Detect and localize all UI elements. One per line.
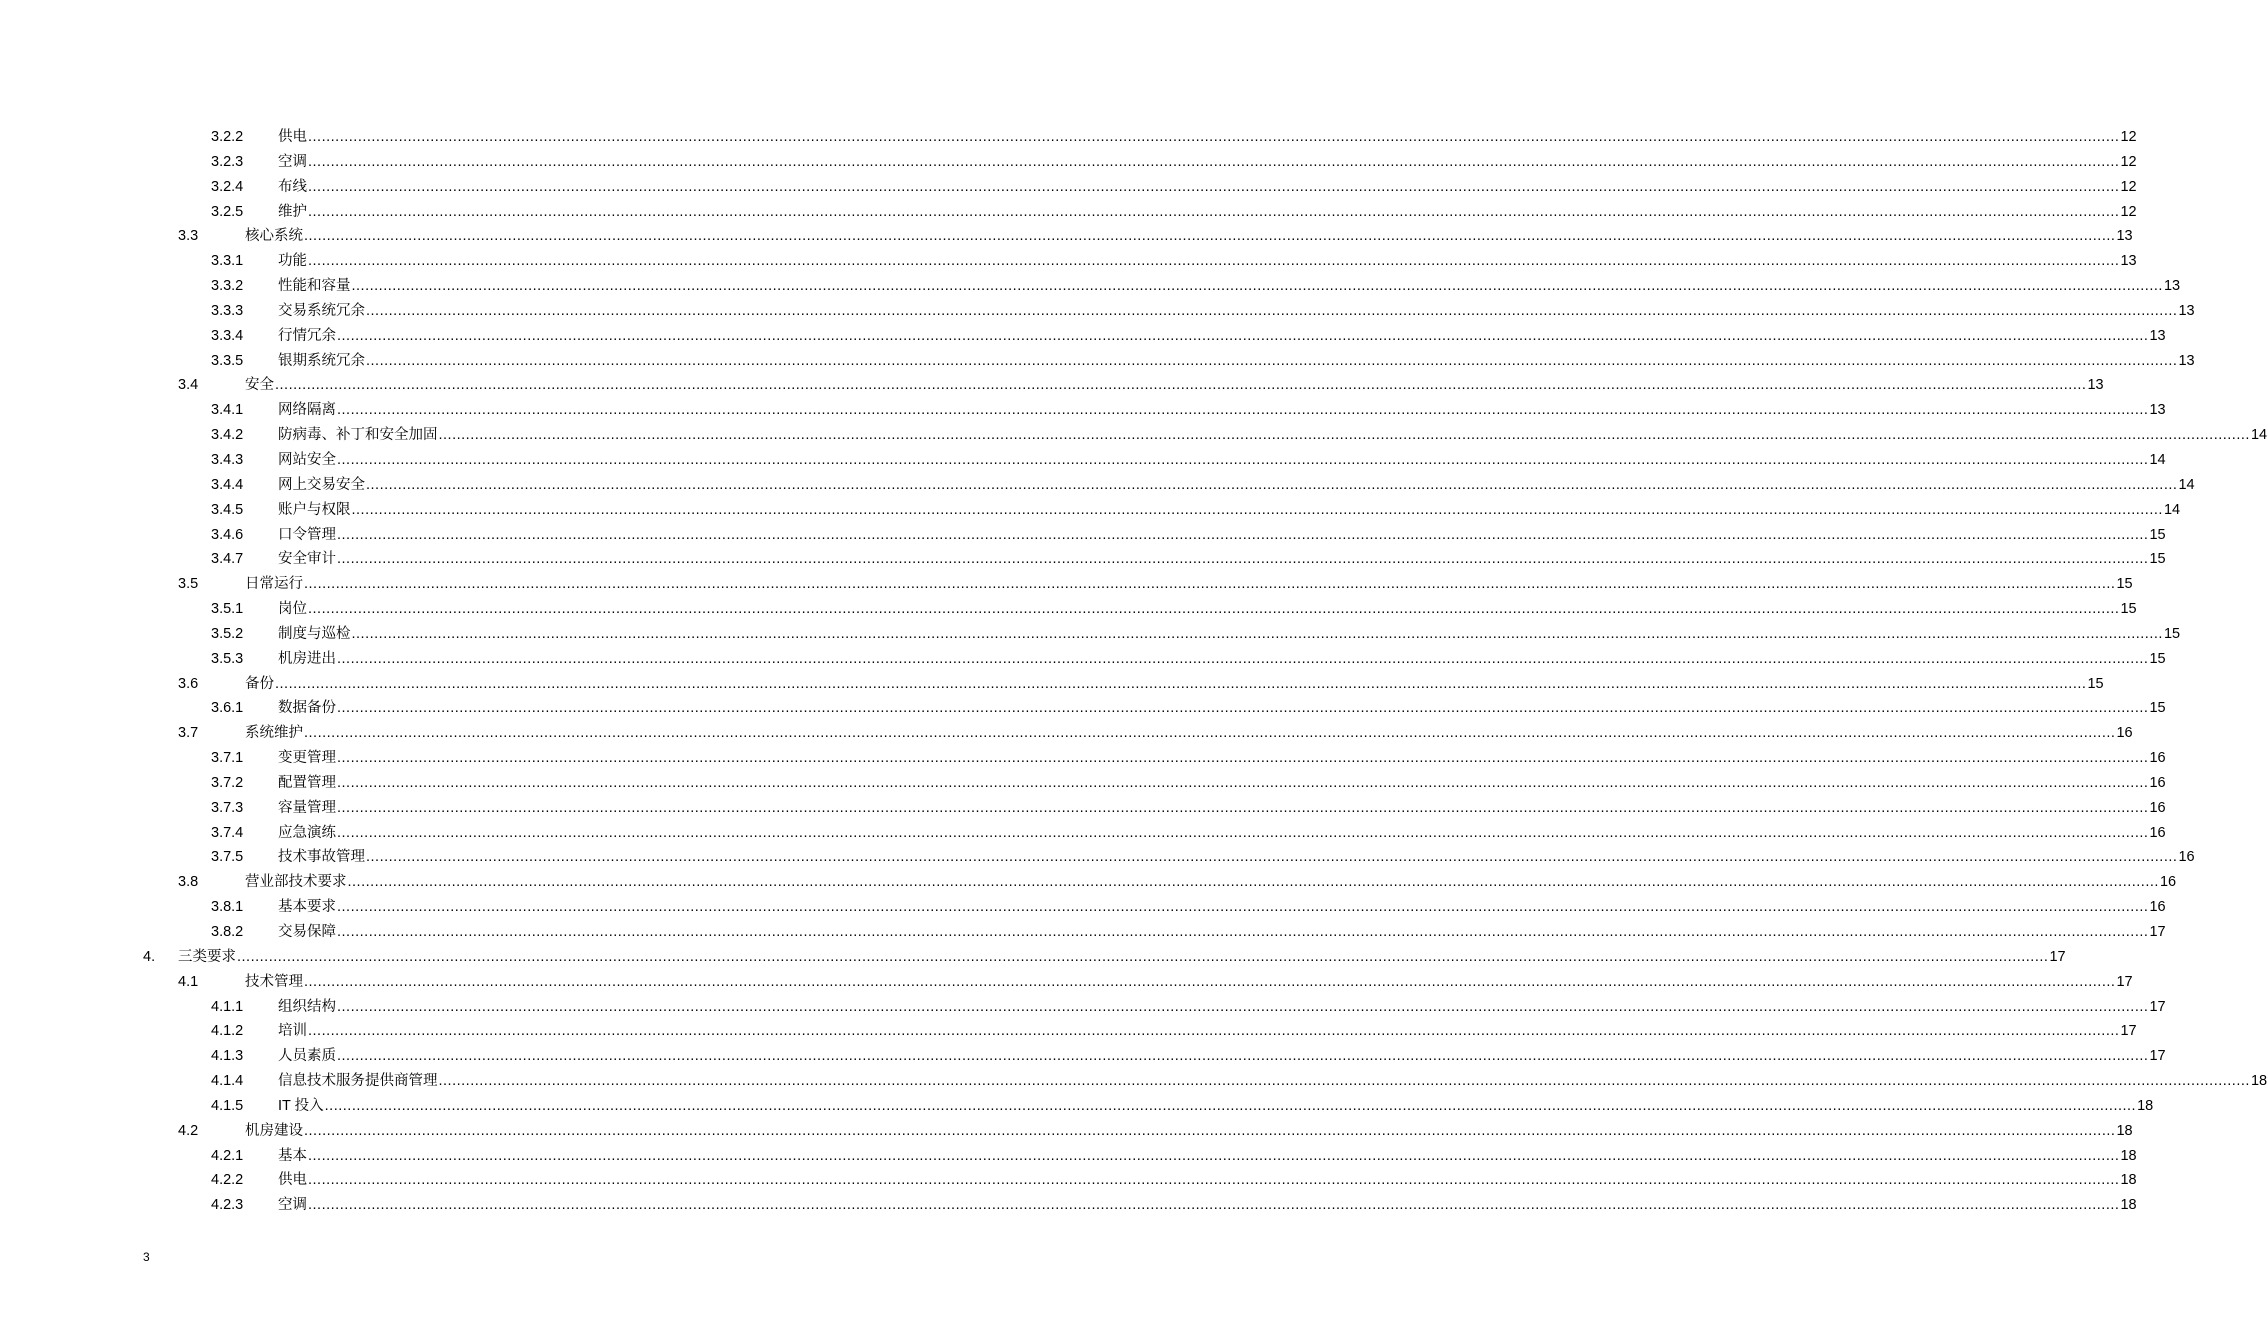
toc-entry-page: 13 <box>2178 352 2195 369</box>
toc-dot-leader: ................................................................................................................................................................................................................................................................................................................................................................................................................ <box>304 973 2116 990</box>
toc-entry-number: 4.1.4 <box>211 1073 244 1090</box>
toc-dot-leader: ................................................................................................................................................................................................................................................................................................................................................................................................................ <box>308 178 2120 195</box>
toc-entry-page: 13 <box>2149 327 2166 344</box>
toc-entry-title: 配置管理 <box>278 774 336 791</box>
toc-entry-page: 18 <box>2120 1197 2137 1214</box>
toc-entry-page: 15 <box>2149 526 2166 543</box>
toc-entry-number: 3.5.1 <box>211 601 244 618</box>
toc-dot-leader: ................................................................................................................................................................................................................................................................................................................................................................................................................ <box>337 924 2149 940</box>
toc-entry[interactable] <box>0 572 2133 597</box>
toc-entry[interactable] <box>0 498 2181 523</box>
toc-dot-leader: ................................................................................................................................................................................................................................................................................................................................................................................................................ <box>366 352 2178 369</box>
toc-entry-number: 3.2.5 <box>211 203 244 220</box>
toc-entry[interactable] <box>0 597 2137 622</box>
toc-entry-title: 账户与权限 <box>278 501 351 518</box>
toc-entry[interactable] <box>0 423 2267 448</box>
toc-entry[interactable] <box>0 796 2166 821</box>
toc-entry-title: 网上交易安全 <box>278 476 365 493</box>
toc-entry-page: 14 <box>2163 501 2181 518</box>
toc-entry[interactable] <box>0 224 2133 249</box>
toc-entry-number: 3.5.3 <box>211 650 244 667</box>
toc-entry[interactable] <box>0 473 2195 498</box>
toc-entry-title: 信息技术服务提供商管理 <box>278 1073 438 1090</box>
toc-entry-title: 培训 <box>278 1023 307 1040</box>
toc-entry-number: 3.8.2 <box>211 924 244 940</box>
toc-entry-page: 15 <box>2116 576 2133 593</box>
toc-entry[interactable] <box>0 771 2166 796</box>
toc-entry-number: 3.8 <box>178 874 199 891</box>
toc-entry[interactable] <box>0 920 2166 945</box>
toc-entry-page: 17 <box>2149 924 2166 940</box>
toc-dot-leader: ................................................................................................................................................................................................................................................................................................................................................................................................................ <box>337 774 2149 791</box>
toc-entry-number: 3.3.2 <box>211 278 244 295</box>
toc-entry[interactable] <box>0 895 2166 920</box>
toc-dot-leader: ................................................................................................................................................................................................................................................................................................................................................................................................................ <box>308 203 2120 220</box>
toc-entry-page: 13 <box>2120 253 2137 270</box>
toc-entry[interactable] <box>0 870 2177 895</box>
toc-entry-title: 布线 <box>278 178 307 195</box>
toc-entry-title: 技术事故管理 <box>278 849 365 866</box>
toc-entry-page: 18 <box>2137 1097 2154 1114</box>
toc-entry-page: 16 <box>2149 774 2166 791</box>
toc-entry[interactable] <box>0 373 2104 398</box>
toc-dot-leader: ................................................................................................................................................................................................................................................................................................................................................................................................................ <box>347 874 2159 891</box>
toc-entry-number: 3.7.2 <box>211 774 244 791</box>
toc-dot-leader: ................................................................................................................................................................................................................................................................................................................................................................................................................ <box>366 849 2178 866</box>
toc-entry-page: 13 <box>2163 278 2181 295</box>
toc-entry-title: 技术管理 <box>245 973 303 990</box>
toc-dot-leader: ................................................................................................................................................................................................................................................................................................................................................................................................................ <box>237 948 2049 965</box>
toc-entry-title: 供电 <box>278 1172 307 1189</box>
toc-entry-number: 3.4.3 <box>211 451 244 468</box>
toc-entry-title: 安全 <box>245 377 274 394</box>
toc-entry-title: 网站安全 <box>278 451 336 468</box>
toc-entry-number: 4.1.2 <box>211 1023 244 1040</box>
toc-entry[interactable] <box>0 1144 2137 1169</box>
toc-entry[interactable] <box>0 1019 2137 1044</box>
toc-entry-title: 机房建设 <box>245 1122 303 1139</box>
toc-entry[interactable] <box>0 1094 2154 1119</box>
toc-dot-leader: ................................................................................................................................................................................................................................................................................................................................................................................................................ <box>366 476 2178 493</box>
toc-entry-number: 3.6.1 <box>211 700 244 717</box>
toc-entry[interactable] <box>0 249 2137 274</box>
toc-entry[interactable] <box>0 299 2195 324</box>
table-of-contents <box>0 125 2267 1218</box>
toc-entry[interactable] <box>0 324 2166 349</box>
toc-dot-leader: ................................................................................................................................................................................................................................................................................................................................................................................................................ <box>308 1023 2120 1040</box>
toc-entry-title: 安全审计 <box>278 551 336 568</box>
toc-entry-page: 16 <box>2116 725 2133 742</box>
toc-entry-page: 12 <box>2120 129 2137 145</box>
toc-entry[interactable] <box>0 945 2066 970</box>
toc-entry-number: 3.4.1 <box>211 402 244 419</box>
toc-entry-number: 3.8.1 <box>211 899 244 916</box>
toc-entry[interactable] <box>0 1119 2133 1144</box>
toc-entry-page: 17 <box>2149 998 2166 1015</box>
toc-dot-leader: ................................................................................................................................................................................................................................................................................................................................................................................................................ <box>351 278 2163 295</box>
toc-entry[interactable] <box>0 721 2133 746</box>
toc-entry-page: 18 <box>2120 1172 2137 1189</box>
toc-entry[interactable] <box>0 523 2166 548</box>
toc-entry-page: 14 <box>2250 427 2267 444</box>
toc-entry-number: 3.5 <box>178 576 199 593</box>
toc-entry-title: 网络隔离 <box>278 402 336 419</box>
toc-entry-number: 3.3.5 <box>211 352 244 369</box>
toc-entry-page: 12 <box>2120 153 2137 170</box>
toc-entry[interactable] <box>0 1044 2166 1069</box>
toc-dot-leader: ................................................................................................................................................................................................................................................................................................................................................................................................................ <box>308 1197 2120 1214</box>
toc-entry-page: 16 <box>2159 874 2177 891</box>
toc-entry-title: 岗位 <box>278 601 307 618</box>
toc-entry-number: 3.7.1 <box>211 750 244 767</box>
toc-entry[interactable] <box>0 970 2133 995</box>
toc-dot-leader: ................................................................................................................................................................................................................................................................................................................................................................................................................ <box>324 1097 2137 1114</box>
toc-dot-leader: ................................................................................................................................................................................................................................................................................................................................................................................................................ <box>337 451 2149 468</box>
toc-entry-page: 14 <box>2149 451 2166 468</box>
toc-dot-leader: ................................................................................................................................................................................................................................................................................................................................................................................................................ <box>337 799 2149 816</box>
toc-entry-number: 4.2.3 <box>211 1197 244 1214</box>
toc-entry-page: 15 <box>2149 700 2166 717</box>
toc-entry[interactable] <box>0 349 2195 374</box>
toc-entry-title: 组织结构 <box>278 998 336 1015</box>
toc-entry-page: 13 <box>2087 377 2104 394</box>
toc-entry-title: 核心系统 <box>245 228 303 245</box>
toc-entry[interactable] <box>0 274 2181 299</box>
toc-entry-page: 18 <box>2250 1073 2267 1090</box>
toc-entry-page: 18 <box>2120 1147 2137 1164</box>
toc-dot-leader: ................................................................................................................................................................................................................................................................................................................................................................................................................ <box>308 1172 2120 1189</box>
toc-entry-title: 空调 <box>278 153 307 170</box>
toc-dot-leader: ................................................................................................................................................................................................................................................................................................................................................................................................................ <box>366 302 2178 319</box>
toc-dot-leader: ................................................................................................................................................................................................................................................................................................................................................................................................................ <box>308 601 2120 618</box>
toc-entry[interactable] <box>0 150 2137 175</box>
toc-entry-title: 数据备份 <box>278 700 336 717</box>
toc-entry-page: 16 <box>2149 799 2166 816</box>
toc-entry-title: 供电 <box>278 129 307 145</box>
toc-entry-number: 3.7.3 <box>211 799 244 816</box>
toc-entry-page: 12 <box>2120 178 2137 195</box>
page-number: 3 <box>143 1250 150 1264</box>
toc-entry-title: 日常运行 <box>245 576 303 593</box>
toc-entry-page: 15 <box>2149 650 2166 667</box>
toc-entry-title: 容量管理 <box>278 799 336 816</box>
toc-entry-number: 4.2.2 <box>211 1172 244 1189</box>
toc-entry[interactable] <box>0 547 2166 572</box>
toc-entry-number: 3.2.4 <box>211 178 244 195</box>
toc-entry-title: 交易保障 <box>278 924 336 940</box>
toc-entry-page: 13 <box>2178 302 2195 319</box>
toc-entry-page: 15 <box>2149 551 2166 568</box>
toc-entry[interactable] <box>0 672 2104 697</box>
toc-dot-leader: ................................................................................................................................................................................................................................................................................................................................................................................................................ <box>351 625 2163 642</box>
toc-entry-title: 机房进出 <box>278 650 336 667</box>
toc-entry-number: 3.3 <box>178 228 199 245</box>
toc-entry-title: 基本要求 <box>278 899 336 916</box>
toc-dot-leader: ................................................................................................................................................................................................................................................................................................................................................................................................................ <box>337 1048 2149 1065</box>
toc-entry[interactable] <box>0 175 2137 200</box>
toc-entry-page: 15 <box>2087 675 2104 692</box>
toc-entry-number: 3.4.5 <box>211 501 244 518</box>
toc-dot-leader: ................................................................................................................................................................................................................................................................................................................................................................................................................ <box>304 725 2116 742</box>
toc-entry-number: 3.5.2 <box>211 625 244 642</box>
toc-entry-number: 3.6 <box>178 675 199 692</box>
toc-entry[interactable] <box>0 200 2137 225</box>
toc-entry[interactable] <box>0 1168 2137 1193</box>
toc-entry-page: 16 <box>2149 899 2166 916</box>
toc-entry-title: 制度与巡检 <box>278 625 351 642</box>
toc-entry-number: 3.4 <box>178 377 199 394</box>
toc-dot-leader: ................................................................................................................................................................................................................................................................................................................................................................................................................ <box>337 327 2149 344</box>
toc-entry-page: 17 <box>2120 1023 2137 1040</box>
toc-entry-number: 3.4.4 <box>211 476 244 493</box>
toc-entry-page: 16 <box>2149 824 2166 841</box>
toc-entry[interactable] <box>0 746 2166 771</box>
toc-entry-title: 防病毒、补丁和安全加固 <box>278 427 438 444</box>
toc-entry-page: 13 <box>2149 402 2166 419</box>
toc-entry-page: 16 <box>2149 750 2166 767</box>
toc-entry-page: 17 <box>2049 948 2066 965</box>
toc-dot-leader: ................................................................................................................................................................................................................................................................................................................................................................................................................ <box>351 501 2163 518</box>
toc-entry-title: 交易系统冗余 <box>278 302 365 319</box>
toc-entry-title: 空调 <box>278 1197 307 1214</box>
toc-entry-title: 应急演练 <box>278 824 336 841</box>
toc-dot-leader: ................................................................................................................................................................................................................................................................................................................................................................................................................ <box>304 576 2116 593</box>
toc-entry[interactable] <box>0 845 2195 870</box>
toc-entry-number: 4.2.1 <box>211 1147 244 1164</box>
toc-entry-number: 3.3.3 <box>211 302 244 319</box>
toc-entry[interactable] <box>0 398 2166 423</box>
toc-dot-leader: ................................................................................................................................................................................................................................................................................................................................................................................................................ <box>275 377 2087 394</box>
toc-entry[interactable] <box>0 622 2181 647</box>
toc-dot-leader: ................................................................................................................................................................................................................................................................................................................................................................................................................ <box>337 551 2149 568</box>
toc-entry[interactable] <box>0 696 2166 721</box>
toc-entry-title: 维护 <box>278 203 307 220</box>
toc-entry-page: 16 <box>2178 849 2195 866</box>
toc-entry[interactable] <box>0 125 2137 150</box>
toc-entry-number: 4.1.5 <box>211 1097 244 1114</box>
toc-entry-number: 3.4.6 <box>211 526 244 543</box>
toc-entry-number: 4. <box>143 948 156 965</box>
toc-dot-leader: ................................................................................................................................................................................................................................................................................................................................................................................................................ <box>337 899 2149 916</box>
toc-entry-page: 15 <box>2120 601 2137 618</box>
toc-entry-number: 4.1 <box>178 973 199 990</box>
toc-entry[interactable] <box>0 821 2166 846</box>
toc-entry-page: 17 <box>2149 1048 2166 1065</box>
toc-dot-leader: ................................................................................................................................................................................................................................................................................................................................................................................................................ <box>308 153 2120 170</box>
toc-entry-number: 3.7.5 <box>211 849 244 866</box>
toc-entry-title: 备份 <box>245 675 274 692</box>
toc-entry-title: 营业部技术要求 <box>245 874 347 891</box>
toc-entry-title: 变更管理 <box>278 750 336 767</box>
toc-dot-leader: ................................................................................................................................................................................................................................................................................................................................................................................................................ <box>308 129 2120 145</box>
toc-entry-title: IT 投入 <box>278 1097 324 1114</box>
toc-entry-number: 3.7.4 <box>211 824 244 841</box>
toc-entry[interactable] <box>0 647 2166 672</box>
toc-entry-number: 3.2.2 <box>211 129 244 145</box>
toc-dot-leader: ................................................................................................................................................................................................................................................................................................................................................................................................................ <box>337 998 2149 1015</box>
toc-dot-leader: ................................................................................................................................................................................................................................................................................................................................................................................................................ <box>438 1073 2250 1090</box>
toc-dot-leader: ................................................................................................................................................................................................................................................................................................................................................................................................................ <box>308 253 2120 270</box>
toc-entry-title: 基本 <box>278 1147 307 1164</box>
toc-entry[interactable] <box>0 1193 2137 1218</box>
toc-dot-leader: ................................................................................................................................................................................................................................................................................................................................................................................................................ <box>308 1147 2120 1164</box>
toc-entry-page: 12 <box>2120 203 2137 220</box>
toc-entry-title: 行情冗余 <box>278 327 336 344</box>
toc-entry-page: 14 <box>2178 476 2195 493</box>
toc-dot-leader: ................................................................................................................................................................................................................................................................................................................................................................................................................ <box>337 824 2149 841</box>
toc-entry-title: 性能和容量 <box>278 278 351 295</box>
toc-entry-number: 3.3.1 <box>211 253 244 270</box>
toc-dot-leader: ................................................................................................................................................................................................................................................................................................................................................................................................................ <box>337 750 2149 767</box>
toc-entry-number: 4.2 <box>178 1122 199 1139</box>
toc-entry-page: 17 <box>2116 973 2133 990</box>
toc-entry-number: 3.4.2 <box>211 427 244 444</box>
toc-entry[interactable] <box>0 448 2166 473</box>
toc-dot-leader: ................................................................................................................................................................................................................................................................................................................................................................................................................ <box>337 402 2149 419</box>
toc-dot-leader: ................................................................................................................................................................................................................................................................................................................................................................................................................ <box>304 228 2116 245</box>
toc-entry-number: 3.7 <box>178 725 199 742</box>
toc-entry[interactable] <box>0 995 2166 1020</box>
toc-entry-number: 4.1.3 <box>211 1048 244 1065</box>
toc-dot-leader: ................................................................................................................................................................................................................................................................................................................................................................................................................ <box>337 700 2149 717</box>
toc-entry-page: 13 <box>2116 228 2133 245</box>
toc-dot-leader: ................................................................................................................................................................................................................................................................................................................................................................................................................ <box>337 526 2149 543</box>
toc-dot-leader: ................................................................................................................................................................................................................................................................................................................................................................................................................ <box>337 650 2149 667</box>
toc-entry-number: 3.3.4 <box>211 327 244 344</box>
toc-dot-leader: ................................................................................................................................................................................................................................................................................................................................................................................................................ <box>304 1122 2116 1139</box>
toc-entry-title: 银期系统冗余 <box>278 352 365 369</box>
toc-entry[interactable] <box>0 1069 2267 1094</box>
toc-entry-number: 4.1.1 <box>211 998 244 1015</box>
toc-entry-page: 15 <box>2163 625 2181 642</box>
toc-entry-title: 口令管理 <box>278 526 336 543</box>
toc-entry-title: 功能 <box>278 253 307 270</box>
toc-entry-title: 人员素质 <box>278 1048 336 1065</box>
toc-dot-leader: ................................................................................................................................................................................................................................................................................................................................................................................................................ <box>275 675 2087 692</box>
toc-entry-number: 3.4.7 <box>211 551 244 568</box>
toc-entry-title: 系统维护 <box>245 725 303 742</box>
toc-dot-leader: ................................................................................................................................................................................................................................................................................................................................................................................................................ <box>438 427 2250 444</box>
toc-entry-page: 18 <box>2116 1122 2133 1139</box>
toc-entry-title: 三类要求 <box>178 948 236 965</box>
toc-entry-number: 3.2.3 <box>211 153 244 170</box>
